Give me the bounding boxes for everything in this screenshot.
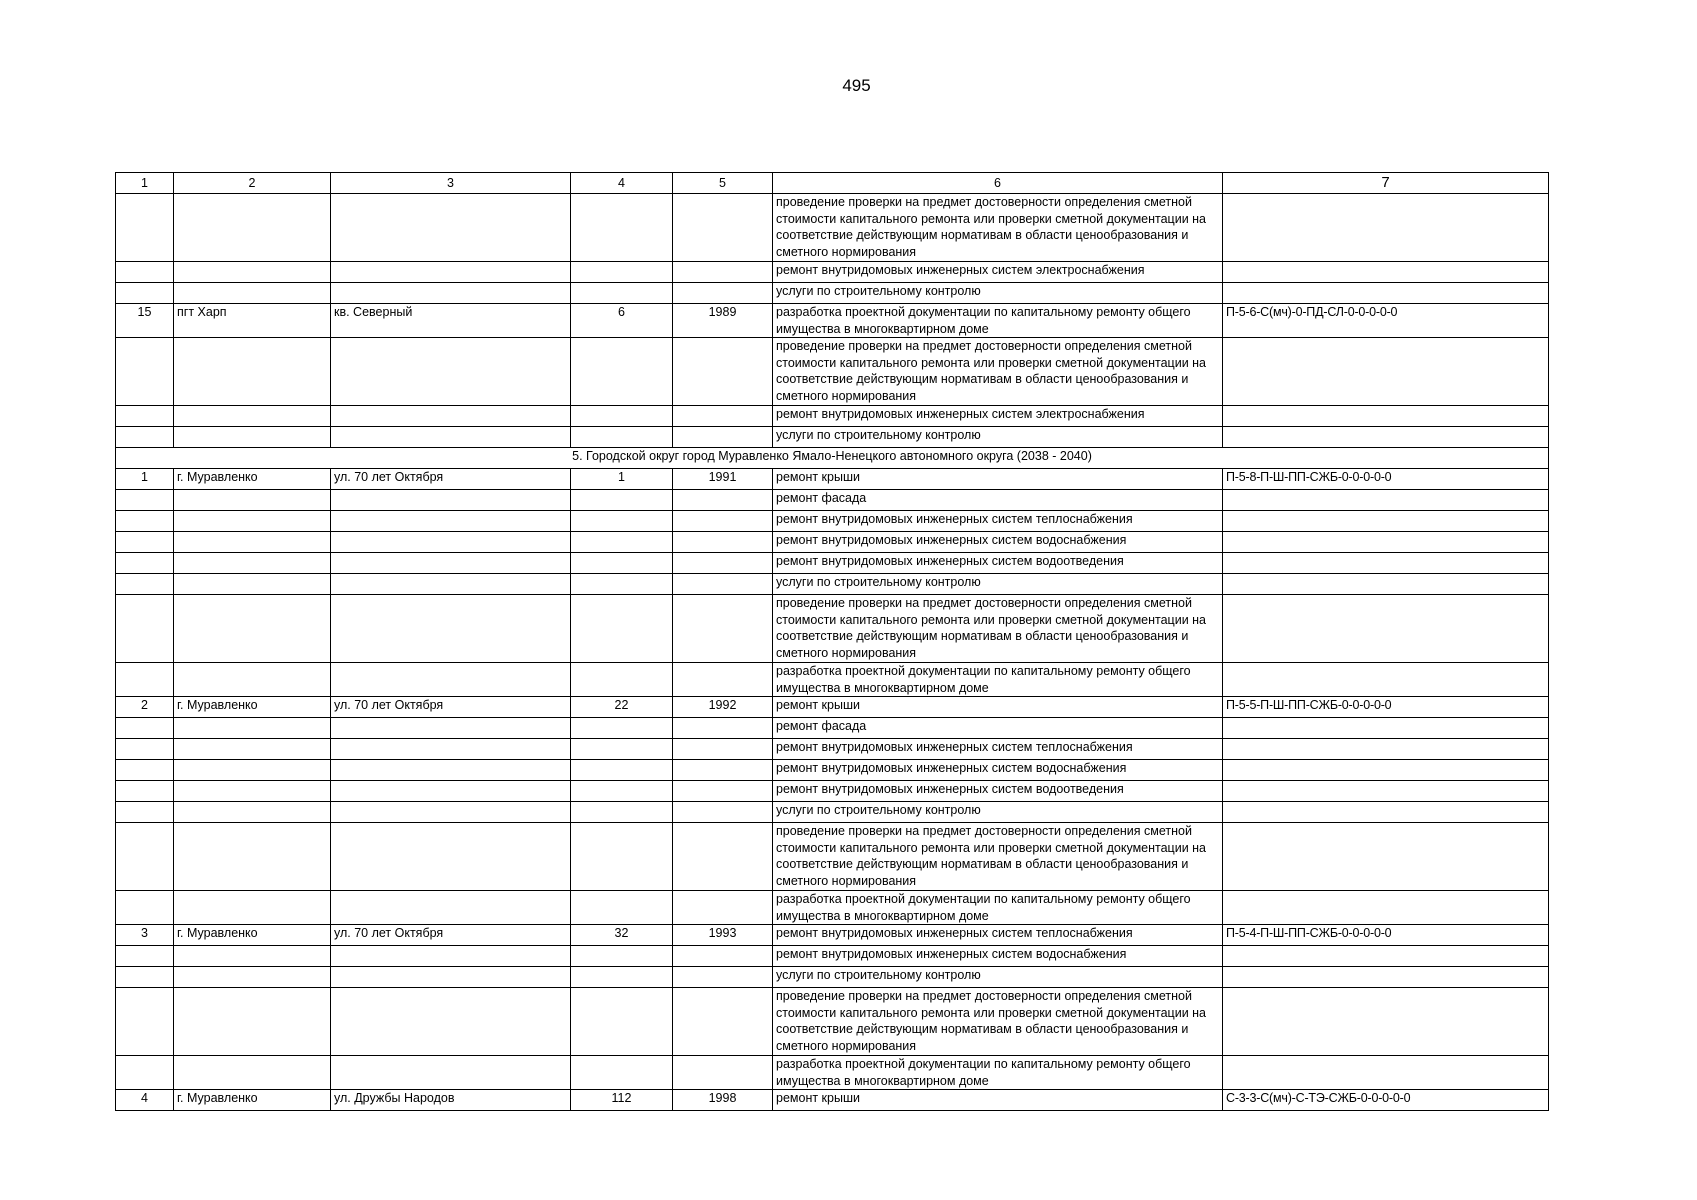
work-type-cell: ремонт крыши (773, 1090, 1223, 1111)
street-cell (331, 283, 571, 304)
house-number-cell (571, 781, 673, 802)
house-number-cell (571, 262, 673, 283)
work-type-cell: ремонт внутридомовых инженерных систем теплоснабжения (773, 511, 1223, 532)
house-code-cell (1223, 553, 1549, 574)
build-year-cell (673, 823, 773, 891)
build-year-cell (673, 490, 773, 511)
work-type-cell: ремонт внутридомовых инженерных систем электроснабжения (773, 262, 1223, 283)
row-number-cell (116, 988, 174, 1056)
house-code-cell (1223, 194, 1549, 262)
locality-cell: г. Муравленко (174, 925, 331, 946)
work-type-cell: ремонт фасада (773, 490, 1223, 511)
header-cell-6: 6 (773, 173, 1223, 194)
house-number-cell (571, 1056, 673, 1090)
house-code-cell (1223, 891, 1549, 925)
work-type-cell: ремонт внутридомовых инженерных систем теплоснабжения (773, 739, 1223, 760)
table-row (116, 406, 1549, 427)
house-number-cell (571, 553, 673, 574)
street-cell (331, 967, 571, 988)
house-code-cell (1223, 802, 1549, 823)
row-number-cell (116, 891, 174, 925)
street-cell (331, 760, 571, 781)
work-type-cell: услуги по строительному контролю (773, 427, 1223, 448)
header-cell-3: 3 (331, 173, 571, 194)
house-code-cell: П-5-8-П-Ш-ПП-СЖБ-0-0-0-0-0 (1223, 469, 1549, 490)
street-cell (331, 427, 571, 448)
house-number-cell (571, 802, 673, 823)
house-code-cell: П-5-4-П-Ш-ПП-СЖБ-0-0-0-0-0 (1223, 925, 1549, 946)
house-number-cell (571, 194, 673, 262)
table-row (116, 739, 1549, 760)
work-type-cell: ремонт внутридомовых инженерных систем водоснабжения (773, 946, 1223, 967)
locality-cell (174, 406, 331, 427)
table-row (116, 1090, 1549, 1111)
table-row (116, 490, 1549, 511)
row-number-cell (116, 532, 174, 553)
house-code-cell (1223, 663, 1549, 697)
locality-cell (174, 988, 331, 1056)
build-year-cell (673, 718, 773, 739)
build-year-cell: 1991 (673, 469, 773, 490)
house-number-cell (571, 406, 673, 427)
row-number-cell (116, 802, 174, 823)
street-cell: ул. 70 лет Октября (331, 469, 571, 490)
table-row (116, 823, 1549, 891)
street-cell (331, 988, 571, 1056)
locality-cell (174, 262, 331, 283)
street-cell (331, 406, 571, 427)
locality-cell (174, 891, 331, 925)
row-number-cell (116, 574, 174, 595)
work-type-cell: ремонт крыши (773, 697, 1223, 718)
build-year-cell (673, 760, 773, 781)
house-number-cell (571, 338, 673, 406)
locality-cell (174, 1056, 331, 1090)
build-year-cell (673, 532, 773, 553)
house-number-cell (571, 595, 673, 663)
locality-cell (174, 574, 331, 595)
street-cell: кв. Северный (331, 304, 571, 338)
row-number-cell: 15 (116, 304, 174, 338)
table-row (116, 574, 1549, 595)
work-type-cell: проведение проверки на предмет достоверности определения сметной стоимости капитального ремонта или проверки сметной документации на соответствие действующим нормативам в области ценообразования и сметного нормирования (773, 988, 1223, 1056)
header-cell-1: 1 (116, 173, 174, 194)
house-code-cell (1223, 718, 1549, 739)
locality-cell: г. Муравленко (174, 697, 331, 718)
table-row (116, 925, 1549, 946)
work-type-cell: услуги по строительному контролю (773, 574, 1223, 595)
row-number-cell (116, 1056, 174, 1090)
build-year-cell (673, 338, 773, 406)
table-row (116, 338, 1549, 406)
row-number-cell (116, 739, 174, 760)
row-number-cell (116, 338, 174, 406)
house-code-cell (1223, 338, 1549, 406)
row-number-cell (116, 823, 174, 891)
build-year-cell (673, 574, 773, 595)
house-code-cell (1223, 406, 1549, 427)
repair-schedule-table (115, 172, 1549, 1111)
house-code-cell (1223, 946, 1549, 967)
locality-cell (174, 739, 331, 760)
house-code-cell: С-3-3-С(мч)-С-ТЭ-СЖБ-0-0-0-0-0 (1223, 1090, 1549, 1111)
work-type-cell: услуги по строительному контролю (773, 967, 1223, 988)
locality-cell (174, 427, 331, 448)
table-row (116, 304, 1549, 338)
header-cell-5: 5 (673, 173, 773, 194)
street-cell (331, 338, 571, 406)
page-number: 495 (842, 76, 871, 95)
street-cell (331, 718, 571, 739)
house-number-cell (571, 663, 673, 697)
street-cell (331, 574, 571, 595)
table-row (116, 760, 1549, 781)
house-code-cell (1223, 511, 1549, 532)
street-cell (331, 511, 571, 532)
table-row (116, 781, 1549, 802)
street-cell (331, 1056, 571, 1090)
work-type-cell: ремонт внутридомовых инженерных систем водоотведения (773, 781, 1223, 802)
house-code-cell (1223, 988, 1549, 1056)
section-header-row (116, 448, 1549, 469)
locality-cell: г. Муравленко (174, 1090, 331, 1111)
street-cell (331, 802, 571, 823)
house-code-cell (1223, 532, 1549, 553)
street-cell (331, 739, 571, 760)
work-type-cell: проведение проверки на предмет достоверности определения сметной стоимости капитального ремонта или проверки сметной документации на соответствие действующим нормативам в области ценообразования и сметного нормирования (773, 338, 1223, 406)
work-type-cell: услуги по строительному контролю (773, 802, 1223, 823)
locality-cell (174, 490, 331, 511)
build-year-cell: 1992 (673, 697, 773, 718)
house-number-cell (571, 511, 673, 532)
house-code-cell (1223, 427, 1549, 448)
row-number-cell (116, 406, 174, 427)
build-year-cell (673, 511, 773, 532)
work-type-cell: ремонт внутридомовых инженерных систем водоотведения (773, 553, 1223, 574)
street-cell: ул. 70 лет Октября (331, 697, 571, 718)
table-row (116, 1056, 1549, 1090)
house-number-cell: 1 (571, 469, 673, 490)
work-type-cell: ремонт внутридомовых инженерных систем электроснабжения (773, 406, 1223, 427)
row-number-cell: 3 (116, 925, 174, 946)
header-cell-4: 4 (571, 173, 673, 194)
house-code-cell: П-5-5-П-Ш-ПП-СЖБ-0-0-0-0-0 (1223, 697, 1549, 718)
build-year-cell (673, 1056, 773, 1090)
locality-cell (174, 781, 331, 802)
house-code-cell (1223, 490, 1549, 511)
work-type-cell: разработка проектной документации по капитальному ремонту общего имущества в многоквартирном доме (773, 891, 1223, 925)
street-cell (331, 490, 571, 511)
header-cell-7: 7 (1223, 173, 1549, 194)
street-cell (331, 663, 571, 697)
table-row (116, 891, 1549, 925)
header-row (116, 173, 1549, 194)
house-number-cell (571, 823, 673, 891)
row-number-cell (116, 262, 174, 283)
street-cell (331, 262, 571, 283)
street-cell: ул. Дружбы Народов (331, 1090, 571, 1111)
work-type-cell: ремонт внутридомовых инженерных систем водоснабжения (773, 760, 1223, 781)
work-type-cell: разработка проектной документации по капитальному ремонту общего имущества в многоквартирном доме (773, 304, 1223, 338)
locality-cell (174, 511, 331, 532)
house-number-cell (571, 739, 673, 760)
house-number-cell (571, 718, 673, 739)
street-cell (331, 781, 571, 802)
row-number-cell (116, 427, 174, 448)
row-number-cell (116, 946, 174, 967)
table-row (116, 946, 1549, 967)
table-row (116, 469, 1549, 490)
build-year-cell (673, 802, 773, 823)
locality-cell (174, 338, 331, 406)
table-row (116, 511, 1549, 532)
house-code-cell (1223, 781, 1549, 802)
house-number-cell (571, 283, 673, 304)
locality-cell (174, 823, 331, 891)
table-row (116, 967, 1549, 988)
build-year-cell (673, 262, 773, 283)
row-number-cell (116, 553, 174, 574)
locality-cell (174, 595, 331, 663)
house-code-cell (1223, 283, 1549, 304)
table-row (116, 262, 1549, 283)
house-code-cell (1223, 262, 1549, 283)
house-number-cell (571, 532, 673, 553)
row-number-cell (116, 595, 174, 663)
house-number-cell: 112 (571, 1090, 673, 1111)
section-title: 5. Городской округ город Муравленко Ямало-Ненецкого автономного округа (2038 - 2040) (116, 448, 1549, 469)
build-year-cell: 1993 (673, 925, 773, 946)
house-number-cell (571, 967, 673, 988)
build-year-cell (673, 427, 773, 448)
locality-cell (174, 946, 331, 967)
house-number-cell: 22 (571, 697, 673, 718)
locality-cell: пгт Харп (174, 304, 331, 338)
locality-cell (174, 283, 331, 304)
table-body (116, 173, 1549, 1111)
street-cell (331, 946, 571, 967)
table-row (116, 988, 1549, 1056)
house-number-cell: 6 (571, 304, 673, 338)
house-code-cell (1223, 574, 1549, 595)
locality-cell (174, 802, 331, 823)
street-cell (331, 553, 571, 574)
house-number-cell (571, 988, 673, 1056)
table-row (116, 595, 1549, 663)
table-row (116, 427, 1549, 448)
house-code-cell (1223, 760, 1549, 781)
build-year-cell: 1989 (673, 304, 773, 338)
house-number-cell: 32 (571, 925, 673, 946)
house-code-cell (1223, 595, 1549, 663)
table-row (116, 553, 1549, 574)
house-number-cell (571, 891, 673, 925)
locality-cell: г. Муравленко (174, 469, 331, 490)
build-year-cell (673, 891, 773, 925)
locality-cell (174, 663, 331, 697)
street-cell (331, 194, 571, 262)
row-number-cell (116, 760, 174, 781)
build-year-cell (673, 967, 773, 988)
build-year-cell (673, 781, 773, 802)
house-number-cell (571, 427, 673, 448)
street-cell (331, 595, 571, 663)
work-type-cell: проведение проверки на предмет достоверности определения сметной стоимости капитального ремонта или проверки сметной документации на соответствие действующим нормативам в области ценообразования и сметного нормирования (773, 595, 1223, 663)
table-row (116, 697, 1549, 718)
locality-cell (174, 553, 331, 574)
row-number-cell (116, 967, 174, 988)
work-type-cell: проведение проверки на предмет достоверности определения сметной стоимости капитального ремонта или проверки сметной документации на соответствие действующим нормативам в области ценообразования и сметного нормирования (773, 194, 1223, 262)
build-year-cell: 1998 (673, 1090, 773, 1111)
locality-cell (174, 760, 331, 781)
table-row (116, 718, 1549, 739)
row-number-cell (116, 490, 174, 511)
locality-cell (174, 718, 331, 739)
table-row (116, 532, 1549, 553)
build-year-cell (673, 194, 773, 262)
house-code-cell: П-5-6-С(мч)-0-ПД-СЛ-0-0-0-0-0 (1223, 304, 1549, 338)
work-type-cell: разработка проектной документации по капитальному ремонту общего имущества в многоквартирном доме (773, 1056, 1223, 1090)
row-number-cell (116, 511, 174, 532)
row-number-cell: 1 (116, 469, 174, 490)
row-number-cell: 2 (116, 697, 174, 718)
row-number-cell (116, 781, 174, 802)
house-code-cell (1223, 1056, 1549, 1090)
build-year-cell (673, 283, 773, 304)
build-year-cell (673, 663, 773, 697)
work-type-cell: разработка проектной документации по капитальному ремонту общего имущества в многоквартирном доме (773, 663, 1223, 697)
work-type-cell: ремонт фасада (773, 718, 1223, 739)
house-number-cell (571, 946, 673, 967)
street-cell (331, 891, 571, 925)
row-number-cell: 4 (116, 1090, 174, 1111)
build-year-cell (673, 553, 773, 574)
street-cell (331, 823, 571, 891)
locality-cell (174, 194, 331, 262)
row-number-cell (116, 718, 174, 739)
work-type-cell: услуги по строительному контролю (773, 283, 1223, 304)
build-year-cell (673, 739, 773, 760)
house-number-cell (571, 490, 673, 511)
locality-cell (174, 967, 331, 988)
street-cell (331, 532, 571, 553)
street-cell: ул. 70 лет Октября (331, 925, 571, 946)
row-number-cell (116, 194, 174, 262)
header-cell-2: 2 (174, 173, 331, 194)
work-type-cell: ремонт крыши (773, 469, 1223, 490)
build-year-cell (673, 988, 773, 1056)
table-row (116, 283, 1549, 304)
build-year-cell (673, 595, 773, 663)
table-row (116, 663, 1549, 697)
work-type-cell: ремонт внутридомовых инженерных систем водоснабжения (773, 532, 1223, 553)
work-type-cell: проведение проверки на предмет достоверности определения сметной стоимости капитального ремонта или проверки сметной документации на соответствие действующим нормативам в области ценообразования и сметного нормирования (773, 823, 1223, 891)
build-year-cell (673, 406, 773, 427)
house-code-cell (1223, 739, 1549, 760)
table-row (116, 802, 1549, 823)
work-type-cell: ремонт внутридомовых инженерных систем теплоснабжения (773, 925, 1223, 946)
house-number-cell (571, 760, 673, 781)
locality-cell (174, 532, 331, 553)
house-code-cell (1223, 967, 1549, 988)
row-number-cell (116, 663, 174, 697)
build-year-cell (673, 946, 773, 967)
house-number-cell (571, 574, 673, 595)
house-code-cell (1223, 823, 1549, 891)
row-number-cell (116, 283, 174, 304)
table-row (116, 194, 1549, 262)
